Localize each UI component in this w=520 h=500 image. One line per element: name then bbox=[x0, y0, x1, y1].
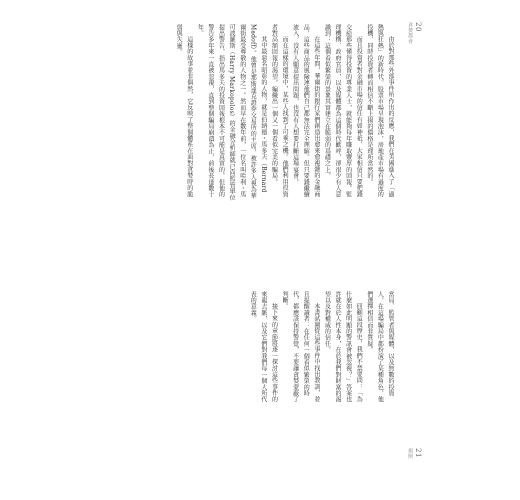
paragraph: 而且投資者對金融市場的信任有如神祇，大家相信只要把錢交給那些懂得投資的專業人士，就能夠每年賺取豐厚的回報。監理機構、政府官員，以及媒體都為這個時代歡呼，卻很少有人意識到：這個看似繁榮的景象其實建立在脆弱的基礎之上。 bbox=[323, 24, 363, 198]
paragraph: 由於對那些外部事件所作出的反應，我們在美國進入了「過熱與狂熱」的新時代。股票市場呈現泡沫，房地產市場有過度的投機，同時投資者轉而相信不斷上揚的價格是理所當然的。 bbox=[365, 24, 394, 198]
paragraph: 在這些年間，華爾街的銀行家們創造出愈來愈複雜的金融商品，這些商品的風險連他們自己都無法完全理解。但只要錢繼續流入，沒有人願意提出問題，也沒有人想要打斷這場宴會。 bbox=[291, 24, 320, 198]
folio-top bbox=[407, 22, 422, 44]
page-number-bottom: 21 bbox=[414, 448, 422, 458]
paragraph: 本書試圖從這些事件中找出教訓，並且提醒讀者：在任何一個看似繁榮的時代，都應該保持警覺，不要讓貪婪蒙蔽了判斷。 bbox=[281, 291, 320, 403]
paragraph: 其中最惡名昭彰的人物，就是伯納德・馬多夫（Bernard Madoff）。他曾是那斯達克證券交易所的主席，被許多人視為華爾街最受尊敬的人物之一。然而早在數年前，一位名叫哈利・馬可波羅斯（Harry Markopolos）的金融分析師就已向監管單位提出警告，指出馬多夫的投資回報根本不可能是真實的，但他的警告多年來一直被忽視，直到整個騙局崩潰為止，前後長達數十年。 bbox=[196, 24, 267, 201]
folio-bottom bbox=[407, 448, 422, 462]
upper-text-block bbox=[117, 24, 395, 202]
page-number-top: 20 bbox=[414, 22, 422, 32]
running-head-bottom: 揭開 bbox=[407, 448, 413, 459]
paragraph: 當局、監管者與媒體，以及無數的投資人，在這場騙局中都扮演了某種角色，他們選擇相信而非質疑。 bbox=[365, 291, 394, 403]
lower-text-block bbox=[117, 291, 395, 403]
paragraph: 接下來的章節將逐一探討這些事件的來龍去脈，以及它們對我們每一個人所代表的意義。 bbox=[249, 291, 278, 403]
paragraph: 而在這樣的環境中，某些人找到了可乘之機。他們利用投資者對高額回報的渴望，編織出一個又一個看似完美的騙局。 bbox=[270, 24, 289, 198]
paragraph: 這樣的故事並非偶然，它反映了整個體系在面對貪婪時的脆弱與失靈。 bbox=[175, 24, 193, 198]
running-head-top: 貪婪都會 bbox=[407, 22, 413, 44]
paragraph: 回顧這段歷史，我們不禁要問：「為什麼如此明顯的警訊會被忽視？」答案也許就在於人性本身，在於我們對財富的渴望以及對權威的信任。 bbox=[323, 291, 363, 403]
